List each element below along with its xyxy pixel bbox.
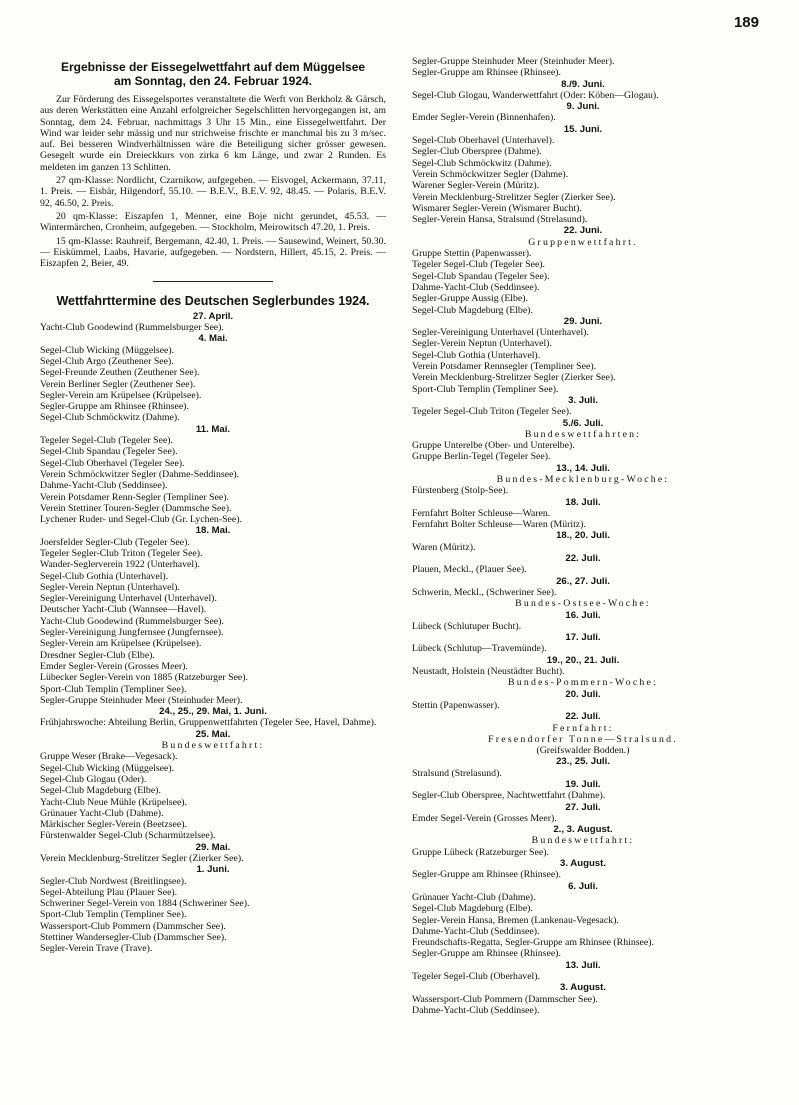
schedule-date: 24., 25., 29. Mai, 1. Juni.	[159, 706, 267, 718]
left-column	[40, 58, 386, 955]
schedule-entry: Segler-Gruppe am Rhinsee (Rhinsee).	[40, 401, 189, 413]
schedule-date: 1. Juni.	[196, 864, 230, 876]
schedule-entry: Freundschafts-Regatta, Segler-Gruppe am Rhinsee (Rhinsee).	[412, 937, 654, 949]
article-paragraph: 27 qm-Klasse: Nordlicht, Czarnikow, aufgegeben. — Eisvogel, Ackermann, 37.11, 1. Preis. — Eisbär, Hilgendorf, 55.10. — B.E.V., B.E.V. 92, 48.45. — Polaris, B.E.V. 92, 46.50, 2. Preis.	[40, 175, 386, 209]
schedule-entry: Segel-Abteilung Plau (Plauer See).	[40, 886, 178, 898]
schedule-entry: Stettin (Papenwasser).	[412, 699, 500, 711]
schedule-date: 9. Juni.	[566, 101, 600, 113]
schedule-entry: Fürstenberg (Stolp-See).	[412, 485, 509, 497]
schedule-entry: Segel-Club Magdeburg (Elbe).	[412, 903, 533, 915]
schedule-entry: Grünauer Yacht-Club (Dahme).	[40, 807, 164, 819]
schedule-entry: Fernfahrt Bolter Schleuse—Waren (Müritz).	[412, 519, 586, 531]
schedule-list-left	[40, 311, 386, 955]
schedule-date: 18., 20. Juli.	[556, 530, 610, 542]
schedule-date: 11. Mai.	[195, 423, 231, 435]
schedule-entry: Segel-Club Oberhavel (Tegeler See).	[40, 457, 185, 469]
schedule-entry: Plauen, Meckl., (Plauer See).	[412, 564, 527, 576]
schedule-date: 15. Juni.	[563, 123, 603, 135]
schedule-entry: Wassersport-Club Pommern (Dammscher See).	[40, 920, 226, 932]
schedule-date: 29. Juni.	[563, 315, 603, 327]
schedule-entry: Segel-Club Glogau, Wanderwettfahrt (Oder: Köben—Glogau).	[412, 89, 659, 101]
schedule-entry: Segler-Club Oberspree (Dahme).	[412, 146, 542, 158]
schedule-entry: Fürstenwalder Segel-Club (Scharmützelsee).	[40, 830, 216, 842]
schedule-entry: Segel-Club Schmöckwitz (Dahme).	[412, 157, 552, 169]
schedule-entry: Segel-Club Magdeburg (Elbe).	[40, 785, 161, 797]
schedule-date: 20. Juli.	[565, 688, 601, 700]
schedule-entry: Verein Potsdamer Renn-Segler (Templiner See).	[40, 491, 229, 503]
schedule-heading: Bundeswettfahrt:	[161, 740, 265, 752]
schedule-date: 3. August.	[559, 858, 606, 870]
schedule-date: 17. Juli.	[565, 632, 601, 644]
schedule-entry: Schwerin, Meckl., (Schweriner See).	[412, 586, 557, 598]
schedule-entry: Verein Stettiner Touren-Segler (Dammsche See).	[40, 502, 232, 514]
schedule-date: 13., 14. Juli.	[556, 462, 610, 474]
schedule-entry: Verein Mecklenburg-Strelitzer Segler (Zierker See).	[412, 191, 616, 203]
schedule-entry: Fernfahrt Bolter Schleuse—Waren.	[412, 507, 551, 519]
schedule-entry: Dahme-Yacht-Club (Seddinsee).	[412, 281, 540, 293]
schedule-date: 22. Juli.	[565, 711, 601, 723]
schedule-entry: Emder Segel-Verein (Grosses Meer).	[412, 812, 557, 824]
schedule-entry: Segel-Club Spandau (Tegeler See).	[40, 446, 178, 458]
schedule-entry: Segler-Gruppe am Rhinsee (Rhinsee).	[412, 869, 561, 881]
schedule-entry: Verein Schmöckwitzer Segler (Dahme).	[412, 168, 569, 180]
schedule-entry: Yacht-Club Goodewind (Rummelsburger See).	[40, 322, 224, 334]
schedule-entry: Segel-Club Spandau (Tegeler See).	[412, 270, 550, 282]
schedule-date: 8./9. Juni.	[561, 78, 605, 90]
schedule-entry: Segler-Vereinigung Unterhavel (Unterhavel).	[40, 593, 217, 605]
schedule-entry: Yacht-Club Goodewind (Rummelsburger See).	[40, 615, 224, 627]
schedule-heading: Bundes-Ostsee-Woche:	[515, 598, 651, 610]
schedule-list-right	[412, 56, 754, 1016]
schedule-entry: Wassersport-Club Pommern (Dammscher See).	[412, 993, 598, 1005]
schedule-entry: Emder Segler-Verein (Grosses Meer).	[40, 660, 188, 672]
schedule-date: 3. August.	[559, 982, 606, 994]
schedule-entry: Segler-Vereinigung Jungfernsee (Jungfernsee).	[40, 627, 224, 639]
schedule-entry: Dahme-Yacht-Club (Seddinsee).	[412, 925, 540, 937]
schedule-entry: Segler-Verein Neptun (Unterhavel).	[412, 338, 552, 350]
schedule-date: 19. Juli.	[565, 779, 601, 790]
article-title-line-1: Ergebnisse der Eissegelwettfahrt auf dem Müggelsee	[60, 60, 366, 74]
schedule-date: 27. April.	[192, 310, 234, 322]
schedule-date: 13. Juli.	[565, 959, 601, 971]
schedule-entry: Segel-Club Magdeburg (Elbe).	[412, 304, 533, 316]
schedule-entry: Waren (Müritz).	[412, 541, 476, 553]
schedule-heading: Fernfahrt:	[552, 722, 614, 734]
article-paragraph: 20 qm-Klasse: Eiszapfen 1, Menner, eine Boje nicht gerundet, 45.53. — Wintermärchen, Cronheim, aufgegeben. — Stockholm, Meirowitsch 47.20, 1. Preis.	[40, 210, 386, 234]
schedule-entry: Gruppe Unterelbe (Ober- und Unterelbe).	[412, 440, 575, 452]
schedule-entry: Segler-Gruppe am Rhinsee (Rhinsee).	[412, 67, 561, 79]
schedule-date: 18. Juli.	[565, 496, 601, 508]
schedule-heading: Bundes-Mecklenburg-Woche:	[496, 473, 670, 485]
article-body	[40, 94, 386, 269]
schedule-date: 16. Juli.	[565, 609, 601, 621]
schedule-entry: Neustadt, Holstein (Neustädter Bucht).	[412, 666, 565, 678]
schedule-heading: Bundes-Pommern-Woche:	[508, 677, 658, 689]
schedule-entry: Emder Segler-Verein (Binnenhafen).	[412, 112, 556, 124]
schedule-entry: Gruppe Weser (Brake—Vegesack).	[40, 751, 178, 763]
schedule-entry: Segel-Club Wicking (Müggelsee).	[40, 344, 175, 356]
schedule-entry: Gruppe Lübeck (Ratzeburger See).	[412, 846, 549, 858]
schedule-entry: Gruppe Berlin-Tegel (Tegeler See).	[412, 451, 551, 463]
schedule-entry: Sport-Club Templin (Templiner See).	[40, 909, 187, 921]
schedule-date: 22. Juni.	[563, 225, 603, 237]
schedule-entry: Segel-Club Wicking (Müggelsee).	[40, 762, 175, 774]
schedule-entry: Schweriner Segel-Verein von 1884 (Schweriner See).	[40, 898, 250, 910]
schedule-entry: Verein Mecklenburg-Strelitzer Segler (Zierker See).	[40, 853, 244, 864]
schedule-entry: Segler-Verein Hansa, Stralsund (Strelasund).	[412, 214, 588, 226]
schedule-date: 6. Juli.	[568, 880, 598, 892]
schedule-entry: Segel-Club Schmöckwitz (Dahme).	[40, 412, 180, 424]
schedule-entry: Lychener Ruder- und Segel-Club (Gr. Lychen-See).	[40, 514, 242, 526]
schedule-entry: Segel-Club Gothia (Unterhavel).	[40, 570, 169, 582]
schedule-date: 22. Juli.	[565, 553, 601, 565]
article-title	[40, 60, 386, 88]
schedule-date: 3. Juli.	[568, 394, 598, 406]
schedule-entry: Segler-Gruppe am Rhinsee (Rhinsee).	[412, 948, 561, 960]
schedule-entry: Segel-Club Gothia (Unterhavel).	[412, 349, 541, 361]
schedule-entry: Segler-Gruppe Aussig (Elbe).	[412, 293, 528, 305]
schedule-entry: Tegeler Segel-Club (Tegeler See).	[412, 259, 546, 271]
schedule-title: Wettfahrttermine des Deutschen Seglerbundes 1924.	[56, 294, 370, 309]
schedule-entry: Lübeck (Schlutuper Bucht).	[412, 620, 522, 632]
schedule-entry: Segel-Club Argo (Zeuthener See).	[40, 355, 174, 367]
schedule-note: (Greifswalder Bodden.)	[536, 745, 630, 757]
schedule-entry: Segel-Club Glogau (Oder).	[40, 773, 147, 785]
article-paragraph: Zur Förderung des Eissegelsportes veranstaltete die Werft von Berkholz & Gärsch, aus deren Werkstätten eine Anzahl erfolgreicher Segelschlitten hervorgegangen ist, am Sonntag, dem 24. Februar, nachmittags 3 Uhr 15 Min., eine Eissegelwettfahrt. Der Wind war leider sehr mässig und nur strichweise frischte er manchmal bis zu 3 m/sec. auf. Bei besseren Windverhältnissen wäre die Beteiligung sicher grösser gewesen. Gesegelt wurde ein Dreieckkurs von zirka 6 km Länge, und zwar 2 Runden. Es meldeten im ganzen 13 Schlitten.	[40, 94, 386, 173]
schedule-entry: Märkischer Segler-Verein (Beetzsee).	[40, 819, 187, 831]
schedule-entry: Wander-Seglerverein 1922 (Unterhavel).	[40, 559, 200, 571]
schedule-entry: Joersfelder Segler-Club (Tegeler See).	[40, 536, 190, 548]
schedule-heading: Bundeswettfahrt:	[531, 835, 635, 847]
schedule-heading: Fresendorfer Tonne—Stralsund.	[488, 733, 678, 745]
schedule-date: 19., 20., 21. Juli.	[546, 654, 620, 666]
schedule-entry: Segler-Verein am Krüpelsee (Krüpelsee).	[40, 638, 202, 650]
schedule-entry: Lübeck (Schlutup—Travemünde).	[412, 643, 547, 655]
section-divider	[153, 281, 273, 282]
schedule-entry: Segler-Vereinigung Unterhavel (Unterhavel).	[412, 327, 589, 339]
schedule-entry: Frühjahrswoche: Abteilung Berlin, Gruppenwettfahrten (Tegeler See, Havel, Dahme).	[40, 717, 377, 729]
schedule-entry: Wismarer Segler-Verein (Wismarer Bucht).	[412, 202, 582, 214]
schedule-entry: Dahme-Yacht-Club (Seddinsee).	[40, 480, 168, 492]
article-title-line-2: am Sonntag, den 24. Februar 1924.	[113, 74, 313, 88]
schedule-date: 26., 27. Juli.	[556, 575, 610, 587]
schedule-entry: Lübecker Segler-Verein von 1885 (Ratzeburger See).	[40, 672, 248, 684]
schedule-entry: Yacht-Club Neue Mühle (Krüpelsee).	[40, 796, 188, 808]
schedule-entry: Stralsund (Strelasund).	[412, 767, 502, 779]
schedule-entry: Sport-Club Templin (Templiner See).	[40, 683, 187, 695]
schedule-entry: Segler-Club Oberspree, Nachtwettfahrt (Dahme).	[412, 790, 606, 802]
schedule-date: 25. Mai.	[195, 728, 231, 740]
schedule-entry: Verein Mecklenburg-Strelitzer Segler (Zierker See).	[412, 372, 616, 384]
schedule-entry: Segler-Gruppe Steinhuder Meer (Steinhuder Meer).	[412, 56, 615, 67]
schedule-heading: Bundeswettfahrten:	[524, 428, 642, 440]
schedule-entry: Verein Schmöckwitzer Segler (Dahme-Seddinsee).	[40, 468, 240, 480]
schedule-date: 23., 25. Juli.	[556, 756, 610, 768]
schedule-entry: Tegeler Segel-Club (Oberhavel).	[412, 971, 540, 983]
schedule-entry: Gruppe Stettin (Papenwasser).	[412, 248, 532, 260]
schedule-entry: Warener Segler-Verein (Müritz).	[412, 180, 540, 192]
schedule-heading: Gruppenwettfahrt.	[528, 236, 638, 248]
schedule-entry: Segel-Freunde Zeuthen (Zeuthener See).	[40, 367, 200, 379]
schedule-date: 18. Mai.	[195, 525, 231, 537]
schedule-entry: Segel-Club Oberhavel (Unterhavel).	[412, 135, 555, 147]
schedule-date: 5./6. Juli.	[562, 417, 604, 429]
schedule-entry: Tegeler Segler-Club Triton (Tegeler See).	[40, 547, 203, 559]
schedule-entry: Verein Potsdamer Rennsegler (Templiner See).	[412, 361, 597, 373]
schedule-entry: Segler-Verein Hansa, Bremen (Lankenau-Vegesack).	[412, 914, 619, 926]
schedule-date: 27. Juli.	[565, 801, 601, 813]
schedule-entry: Segler-Verein am Krüpelsee (Krüpelsee).	[40, 389, 202, 401]
schedule-entry: Dahme-Yacht-Club (Seddinsee).	[412, 1004, 540, 1016]
schedule-date: 4. Mai.	[198, 333, 228, 345]
schedule-entry: Tegeler Segel-Club Triton (Tegeler See).	[412, 406, 572, 418]
schedule-date: 29. Mai.	[195, 841, 231, 853]
article-paragraph: 15 qm-Klasse: Rauhreif, Bergemann, 42.40, 1. Preis. — Sausewind, Weinert, 50.30. — Eiskümmel, Laabs, Havarie, aufgegeben. — Nordstern, Hillert, 45.15, 2. Preis. — Eiszapfen 2, Beier, 49.	[40, 235, 386, 270]
schedule-entry: Verein Berliner Segler (Zeuthener See).	[40, 378, 196, 390]
schedule-entry: Sport-Club Templin (Templiner See).	[412, 383, 559, 395]
schedule-entry: Deutscher Yacht-Club (Wannsee—Havel).	[40, 604, 207, 616]
right-column	[412, 56, 754, 1016]
schedule-entry: Segler-Verein Neptun (Unterhavel).	[40, 581, 180, 593]
schedule-entry: Segler-Gruppe Steinhuder Meer (Steinhuder Meer).	[40, 694, 243, 706]
schedule-entry: Tegeler Segel-Club (Tegeler See).	[40, 435, 174, 447]
page-number: 189	[733, 14, 759, 31]
schedule-entry: Segler-Club Nordwest (Breitlingsee).	[40, 875, 187, 887]
schedule-entry: Segler-Verein Trave (Trave).	[40, 943, 153, 955]
schedule-entry: Dresdner Segler-Club (Elbe).	[40, 649, 155, 661]
schedule-entry: Grünauer Yacht-Club (Dahme).	[412, 891, 536, 903]
schedule-entry: Stettiner Wandersegler-Club (Dammscher See).	[40, 932, 227, 944]
schedule-date: 2., 3. August.	[553, 824, 613, 836]
